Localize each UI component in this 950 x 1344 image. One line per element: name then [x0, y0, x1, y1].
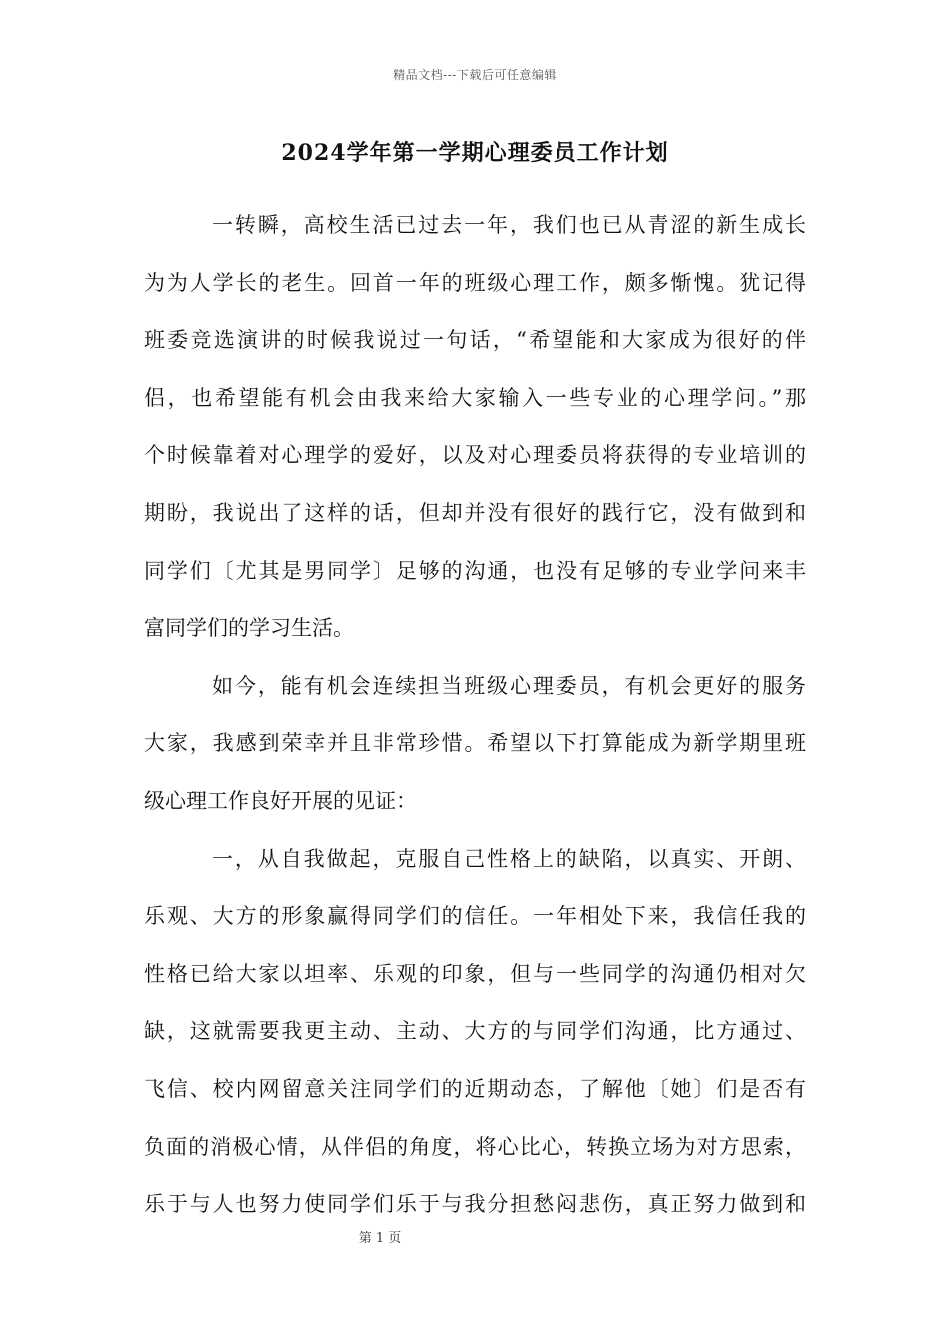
- paragraph-line: 负面的消极心情，从伴侣的角度，将心比心，转换立场为对方思索，: [144, 1134, 806, 1159]
- paragraph-line: 乐于与人也努力使同学们乐于与我分担愁闷悲伤，真正努力做到和: [144, 1192, 806, 1217]
- paragraph-line: 为为人学长的老生。回首一年的班级心理工作，颇多惭愧。犹记得: [144, 270, 806, 295]
- paragraph-line: 级心理工作良好开展的见证：: [144, 788, 417, 813]
- paragraph-line: 大家，我感到荣幸并且非常珍惜。希望以下打算能成为新学期里班: [144, 731, 806, 756]
- paragraph-line: 飞信、校内网留意关注同学们的近期动态，了解他〔她〕们是否有: [144, 1076, 806, 1101]
- document-body: [144, 197, 806, 1234]
- page-number: 第 1 页: [358, 1231, 402, 1246]
- paragraph-line: 乐观、大方的形象赢得同学们的信任。一年相处下来，我信任我的: [144, 904, 806, 929]
- paragraph-line: 性格已给大家以坦率、乐观的印象，但与一些同学的沟通仍相对欠: [144, 961, 806, 986]
- paragraph-line: 一转瞬，高校生活已过去一年，我们也已从青涩的新生成长: [212, 213, 806, 237]
- page-header: 精品文档---下载后可任意编辑: [393, 68, 557, 82]
- paragraph-line: 富同学们的学习生活。: [144, 616, 354, 641]
- paragraph-line: 一，从自我做起，克服自己性格上的缺陷，以真实、开朗、: [212, 846, 806, 871]
- document-title: 2024学年第一学期心理委员工作计划: [281, 140, 669, 166]
- paragraph-line: 侣，也希望能有机会由我来给大家输入一些专业的心理学问。”那: [144, 385, 806, 410]
- paragraph-line: 如今，能有机会连续担当班级心理委员，有机会更好的服务: [212, 673, 806, 698]
- paragraph-line: 个时候靠着对心理学的爱好，以及对心理委员将获得的专业培训的: [144, 443, 806, 468]
- paragraph-line: 班委竞选演讲的时候我说过一句话，“希望能和大家成为很好的伴: [144, 328, 806, 353]
- paragraph-line: 缺，这就需要我更主动、主动、大方的与同学们沟通，比方通过、: [144, 1019, 806, 1044]
- paragraph-line: 同学们〔尤其是男同学〕足够的沟通，也没有足够的专业学问来丰: [144, 558, 806, 583]
- paragraph-line: 期盼，我说出了这样的话，但却并没有很好的践行它，没有做到和: [144, 500, 806, 525]
